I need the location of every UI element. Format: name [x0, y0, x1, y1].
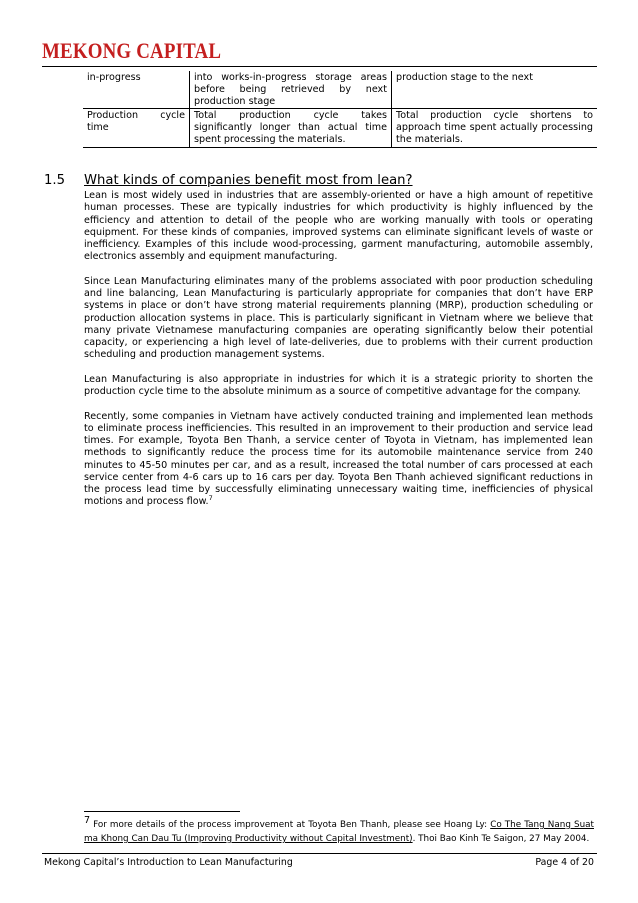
comparison-table [83, 71, 597, 148]
table-row [83, 109, 597, 148]
table-cell: Total production cycle takes significantly longer than actual time spent processing the materials. [190, 109, 392, 148]
footnote-number: 7 [84, 815, 91, 827]
table-cell: into works-in-progress storage areas before being retrieved by next production stage [190, 71, 392, 109]
footnote [84, 815, 594, 846]
paragraph-text: Recently, some companies in Vietnam have actively conducted training and implemented lean methods to eliminate process inefficiencies. This resulted in an improvement to their production and service lead times. For example, Toyota Ben Thanh, a service center of Toyota in Vietnam, has implemented lean methods to significantly reduce the process time for its automobile maintenance service from 240 minutes to 45-50 minutes per car, and as a result, increased the total number of cars processed at each service center from 4-6 cars up to 16 cars per day. Toyota Ben Thanh achieved significant reductions in the process lead time by successfully eliminating unnecessary waiting time, inefficiencies of physical motions and process flow. [84, 410, 593, 508]
table-cell: Production cycle time [83, 109, 190, 148]
table-row [83, 71, 597, 109]
footnote-citation-link[interactable]: Co The Tang Nang Suat ma Khong Can Dau Tu (Improving Productivity without Capital Investment) [84, 820, 594, 844]
paragraph [84, 411, 593, 509]
table-cell: Total production cycle shortens to approach time spent actually processing the materials. [392, 109, 598, 148]
body-text [84, 190, 593, 521]
header-divider [42, 66, 597, 67]
footer-document-title: Mekong Capital’s Introduction to Lean Manufacturing [44, 857, 293, 868]
footer-divider [42, 853, 597, 854]
paragraph: Lean is most widely used in industries that are assembly-oriented or have a high amount of repetitive human processes. These are typically industries for which productivity is highly influenced by the efficiency and attention to detail of the people who are working manually with tools or operating equipment. For these kinds of companies, improved systems can eliminate significant levels of waste or inefficiency. Examples of this include wood-processing, garment manufacturing, automobile assembly, electronics assembly and equipment manufacturing. [84, 190, 593, 263]
table-cell: in-progress [87, 72, 141, 83]
footnote-reference[interactable]: 7 [208, 494, 213, 503]
footnote-text: . Thoi Bao Kinh Te Saigon, 27 May 2004. [412, 834, 590, 844]
footnote-text: For more details of the process improvement at Toyota Ben Thanh, please see Hoang Ly: [93, 820, 491, 830]
section-number: 1.5 [44, 173, 65, 188]
section-heading [44, 173, 598, 188]
table-cell: production stage to the next [392, 71, 598, 109]
footer-page-number: Page 4 of 20 [535, 857, 594, 868]
company-logo: MEKONG CAPITAL [42, 38, 222, 63]
paragraph: Lean Manufacturing is also appropriate in industries for which it is a strategic priority to shorten the production cycle time to the absolute minimum as a source of competitive advantage for the company. [84, 373, 593, 397]
paragraph: Since Lean Manufacturing eliminates many of the problems associated with poor production scheduling and line balancing, Lean Manufacturing is particularly appropriate for companies that don’t have ERP systems in place or don’t have strong material requirements planning (MRP), production scheduling or production allocation systems in place. This is particularly significant in Vietnam where we believe that many private Vietnamese manufacturing companies are operating significantly below their potential capacity, or experiencing a high level of late-deliveries, due to problems with their current production scheduling and production management systems. [84, 275, 593, 361]
section-title: What kinds of companies benefit most from lean? [84, 173, 413, 188]
footnote-divider [84, 811, 240, 812]
